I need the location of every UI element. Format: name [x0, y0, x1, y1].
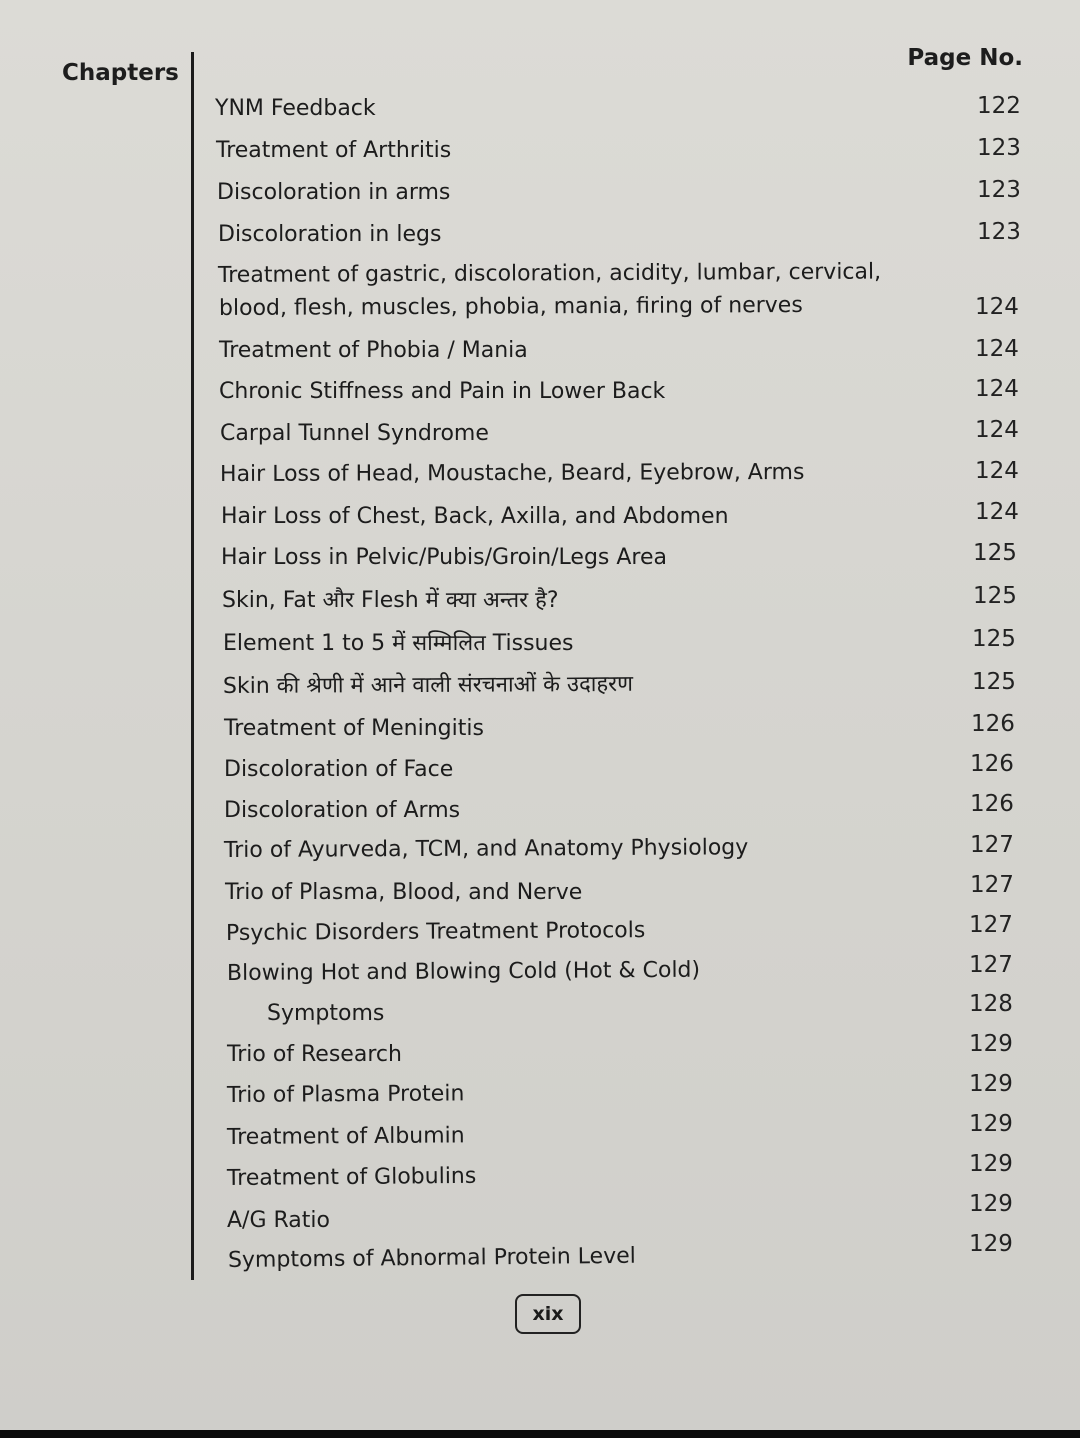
- toc-entry-page: 126: [970, 751, 1014, 777]
- toc-entry-page: 124: [975, 336, 1019, 362]
- toc-entry-page: 124: [975, 294, 1019, 320]
- toc-entry-title: Trio of Ayurveda, TCM, and Anatomy Physiology: [223, 835, 749, 863]
- toc-entry-page: 123: [977, 177, 1021, 203]
- toc-entry-page: 129: [969, 1031, 1013, 1057]
- toc-entry-title: Trio of Research: [227, 1042, 402, 1067]
- toc-entry-title: Treatment of Arthritis: [216, 138, 452, 163]
- toc-entry-title: YNM Feedback: [215, 96, 376, 121]
- toc-entry-page: 128: [969, 991, 1013, 1017]
- vertical-rule: [191, 52, 194, 1280]
- toc-entry-title: Discoloration of Face: [224, 757, 454, 782]
- toc-entry-title: Trio of Plasma, Blood, and Nerve: [225, 880, 583, 905]
- page-number-heading: Page No.: [907, 45, 1023, 71]
- toc-entry-title: Hair Loss in Pelvic/Pubis/Groin/Legs Area: [221, 545, 668, 570]
- toc-entry-page: 124: [975, 417, 1019, 443]
- toc-entry-title: Skin की श्रेणी में आने वाली संरचनाओं के उदाहरण: [222, 671, 634, 699]
- toc-entry-title: Discoloration of Arms: [224, 798, 461, 823]
- toc-entry-page: 127: [969, 952, 1013, 978]
- toc-entry-page: 124: [975, 376, 1019, 402]
- toc-entry-page: 127: [970, 832, 1014, 858]
- bottom-edge: [0, 1430, 1080, 1438]
- toc-entry-page: 126: [971, 711, 1015, 737]
- toc-entry-page: 123: [977, 135, 1021, 161]
- toc-entry-title: A/G Ratio: [227, 1208, 330, 1233]
- toc-entry-title: Chronic Stiffness and Pain in Lower Back: [219, 379, 666, 404]
- toc-entry-title: Carpal Tunnel Syndrome: [220, 421, 489, 446]
- toc-entry-page: 127: [970, 872, 1014, 898]
- toc-entry-page: 127: [969, 912, 1013, 938]
- toc-entry-title: Discoloration in legs: [218, 222, 442, 247]
- toc-entry-page: 129: [969, 1191, 1013, 1217]
- toc-entry-page: 126: [970, 791, 1014, 817]
- toc-entry-page: 123: [977, 219, 1021, 245]
- toc-entry-page: 129: [969, 1151, 1013, 1177]
- toc-entry-title: Skin, Fat और Flesh में क्या अन्तर है?: [222, 588, 559, 613]
- toc-entry-page: 124: [975, 499, 1019, 525]
- toc-entry-page: 129: [969, 1111, 1013, 1137]
- toc-entry-page: 125: [972, 626, 1016, 652]
- toc-entry-title: Treatment of Albumin: [226, 1123, 465, 1150]
- toc-entry-page: 125: [973, 540, 1017, 566]
- toc-entry-page: 125: [973, 583, 1017, 609]
- toc-entry-title: Blowing Hot and Blowing Cold (Hot & Cold): [226, 957, 701, 986]
- toc-entry-title: Trio of Plasma Protein: [226, 1081, 465, 1108]
- toc-entry-title: Discoloration in arms: [217, 180, 451, 205]
- toc-entry-page: 129: [969, 1231, 1013, 1257]
- toc-entry-title: Hair Loss of Chest, Back, Axilla, and Abdomen: [221, 504, 729, 529]
- toc-entry-page: 125: [972, 669, 1016, 695]
- chapters-heading: Chapters: [62, 60, 179, 86]
- toc-entry-title: blood, flesh, muscles, phobia, mania, firing of nerves: [218, 292, 803, 321]
- toc-entry-page: 129: [969, 1071, 1013, 1097]
- page-folio: xix: [515, 1294, 581, 1334]
- toc-entry-title: Treatment of Meningitis: [224, 716, 484, 741]
- toc-entry-title: Treatment of Globulins: [226, 1163, 477, 1191]
- toc-entry-title: Treatment of Phobia / Mania: [219, 338, 528, 363]
- toc-entry-title: Symptoms: [267, 1001, 385, 1026]
- toc-entry-title: Symptoms of Abnormal Protein Level: [227, 1243, 636, 1273]
- toc-entry-page: 122: [977, 93, 1021, 119]
- toc-entry-title: Element 1 to 5 में सम्मिलित Tissues: [223, 631, 574, 656]
- toc-entry-title: Hair Loss of Head, Moustache, Beard, Eyebrow, Arms: [219, 459, 805, 487]
- toc-entry-title: Treatment of gastric, discoloration, acidity, lumbar, cervical,: [217, 259, 882, 288]
- toc-entry-title: Psychic Disorders Treatment Protocols: [225, 918, 646, 946]
- toc-entry-page: 124: [975, 458, 1019, 484]
